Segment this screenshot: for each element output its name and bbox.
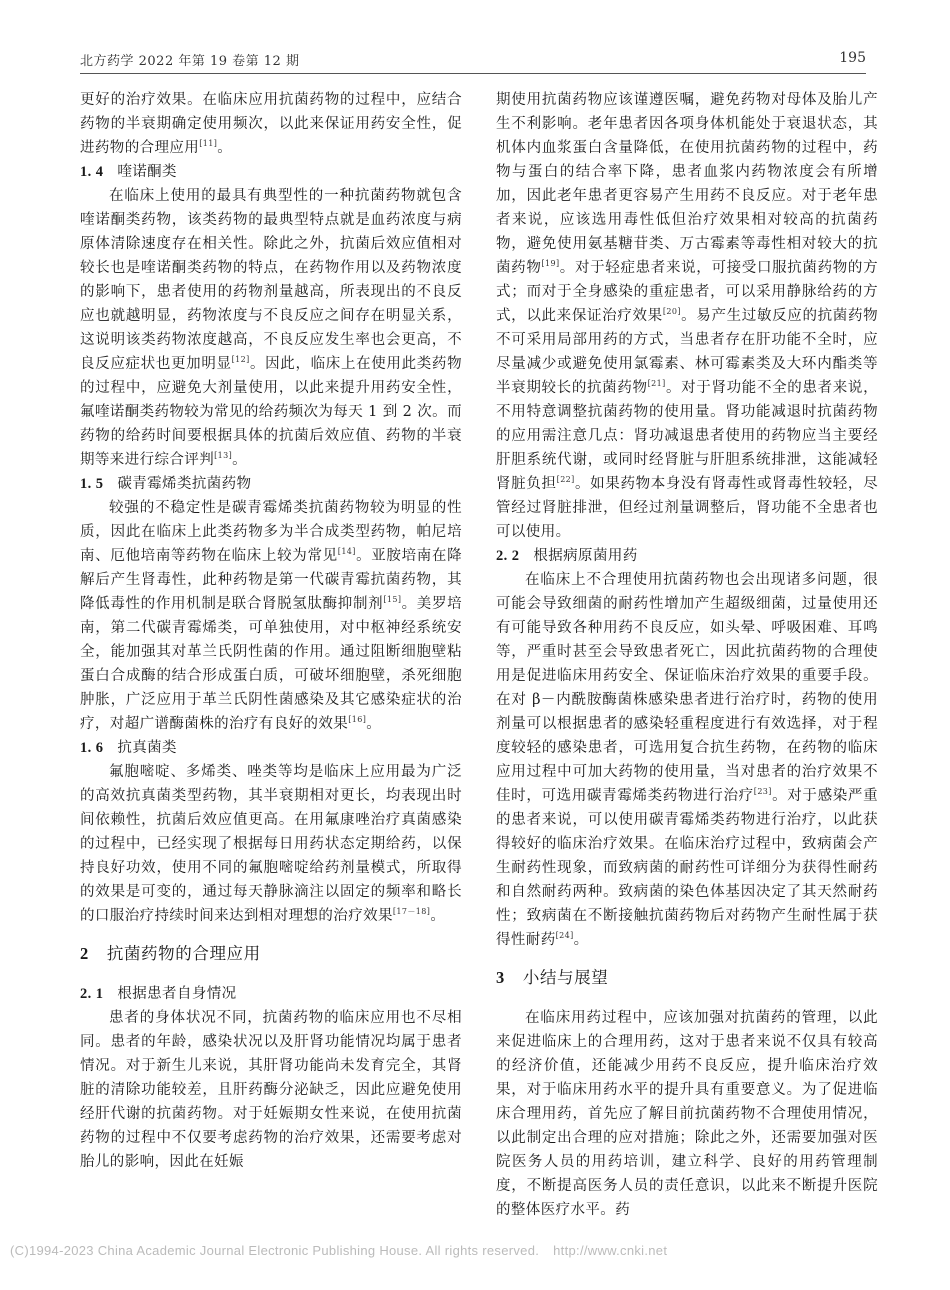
section-heading-3: 3 小结与展望 [496,968,609,987]
page-header [80,0,866,80]
copyright-text: (C)1994-2023 China Academic Journal Electronic Publishing House. All rights reserved. [10,1243,540,1258]
citation[interactable]: [15] [383,595,402,604]
paragraph: 期使用抗菌药物应该谨遵医嘱，避免药物对母体及胎儿产生不利影响。老年患者因各项身体机能处于衰退状态，其机体内血浆蛋白含量降低，在使用抗菌药物的过程中，药物与蛋白的结合率下降，患者血浆内药物浓度会有所增加，因此老年患者更容易产生用药不良反应。对于老年患者来说，应该选用毒性低但治疗效果相对较高的抗菌药物，避免使用氨基糖苷类、万古霉素等毒性相对较大的抗菌药物[19]。对于轻症患者来说，可接受口服抗菌药物的方式；而对于全身感染的重症患者，可以采用静脉给药的方式，以此来保证治疗效果[20]。易产生过敏反应的抗菌药物不可采用局部用药的方式，当患者存在肝功能不全时，应尽量减少或避免使用氯霉素、林可霉素类及大环内酯类等半衰期较长的抗菌药物[21]。对于肾功能不全的患者来说，不用特意调整抗菌药物的使用量。肾功能减退时抗菌药物的应用需注意几点：肾功减退患者使用的药物应当主要经肝胆系统代谢，或同时经肾脏与肝胆系统排泄，这能减轻肾脏负担[22]。如果药物本身没有肾毒性或肾毒性较轻，尽管经过肾脏排泄，但经过剂量调整后，肾功能不全患者也可以使用。 [496,92,879,540]
paragraph: 在临床上不合理使用抗菌药物也会出现诸多问题，很可能会导致细菌的耐药性增加产生超级细菌，过量使用还有可能导致各种用药不良反应，如头晕、呼吸困难、耳鸣等，严重时甚至会导致患者死亡，因此抗菌药物的合理使用是促进临床用药安全、保证临床治疗效果的重要手段。在对 β－内酰胺酶菌株感染患者进行治疗时，药物的使用剂量可以根据患者的感染轻重程度进行有效选择，对于程度较轻的感染患者，可选用复合抗生药物，在药物的临床应用过程中可加大药物的使用量，当对患者的治疗效果不佳时，可选用碳青霉烯类药物进行治疗[23]。对于感染严重的患者来说，可以使用碳青霉烯类药物进行治疗，以此获得较好的临床治疗效果。在临床治疗过程中，致病菌会产生耐药性现象，而致病菌的耐药性可详细分为获得性耐药和自然耐药两种。致病菌的染色体基因决定了其天然耐药性；致病菌在不断接触抗菌药物后对药物产生耐性属于获得性耐药[24]。 [496,572,878,948]
citation[interactable]: [20] [662,307,681,316]
citation[interactable]: [13] [214,451,233,460]
citation[interactable]: [16] [348,715,367,724]
citation[interactable]: [14] [337,547,356,556]
right-column [496,88,878,1222]
section-heading-1-4: 1. 4 喹诺酮类 [80,164,177,180]
paragraph: 在临床上使用的最具有典型性的一种抗菌药物就包含喹诺酮类药物，该类药物的最典型特点就是血药浓度与病原体清除速度存在相关性。除此之外，抗菌后效应值相对较长也是喹诺酮类药物的特点，在药物作用以及药物浓度的影响下，患者使用的药物剂量越高，所表现出的不良反应也就越明显，药物浓度与不良反应之间存在明显关系，这说明该类药物浓度越高，不良反应发生率也会更高，不良反应症状也更加明显[12]。因此，临床上在使用此类药物的过程中，应避免大剂量使用，以此来提升用药安全性，氟喹诺酮类药物较为常见的给药频次为每天 1 到 2 次。而药物的给药时间要根据具体的抗菌后效应值、药物的半衰期等来进行综合评判[13]。 [80,188,462,468]
paragraph: 在临床用药过程中，应该加强对抗菌药的管理，以此来促进临床上的合理用药，这对于患者来说不仅具有较高的经济价值，还能减少用药不良反应，提升临床治疗效果，对于临床用药水平的提升具有重要意义。为了促进临床合理用药，首先应了解目前抗菌药物不合理使用情况，以此制定出合理的应对措施；除此之外，还需要加强对医院医务人员的用药培训，建立科学、良好的用药管理制度，不断提高医务人员的责任意识，以此来不断提升医院的整体医疗水平。药 [496,1010,878,1218]
citation[interactable]: [19] [541,259,560,268]
citation[interactable]: [12] [231,355,250,364]
section-heading-2: 2 抗菌药物的合理应用 [80,944,261,963]
section-heading-2-2: 2. 2 根据病原菌用药 [496,548,638,564]
citation[interactable]: [11] [199,139,218,148]
paragraph: 更好的治疗效果。在临床应用抗菌药物的过程中，应结合药物的半衰期确定使用频次，以此来保证用药安全性，促进药物的合理应用[11]。 [80,92,462,156]
citation[interactable]: [23] [753,787,772,796]
section-heading-1-5: 1. 5 碳青霉烯类抗菌药物 [80,476,252,492]
section-heading-2-1: 2. 1 根据患者自身情况 [80,986,237,1002]
paragraph: 较强的不稳定性是碳青霉烯类抗菌药物较为明显的性质，因此在临床上此类药物多为半合成类型药物，帕尼培南、厄他培南等药物在临床上较为常见[14]。亚胺培南在降解后产生肾毒性，此种药物是第一代碳青霉抗菌药物，其降低毒性的作用机制是联合肾脱氢肽酶抑制剂[15]。美罗培南，第二代碳青霉烯类，可单独使用，对中枢神经系统安全，能加强其对革兰氏阴性菌的作用。通过阻断细胞壁粘蛋白合成酶的结合形成蛋白质，可破坏细胞壁，杀死细胞肿胀，广泛应用于革兰氏阴性菌感染及其它感染症状的治疗，对超广谱酶菌株的治疗有良好的效果[16]。 [80,500,463,732]
paragraph: 患者的身体状况不同，抗菌药物的临床应用也不尽相同。患者的年龄，感染状况以及肝肾功能情况均属于患者情况。对于新生儿来说，其肝肾功能尚未发育完全，其肾脏的清除功能较差，且肝药酶分泌缺乏，因此应避免使用经肝代谢的抗菌药物。对于妊娠期女性来说，在使用抗菌药物的过程中不仅要考虑药物的治疗效果，还需要考虑对胎儿的影响，因此在妊娠 [80,1010,462,1170]
section-heading-1-6: 1. 6 抗真菌类 [80,740,177,756]
paragraph: 氟胞嘧啶、多烯类、唑类等均是临床上应用最为广泛的高效抗真菌类型药物，其半衰期相对更长，均表现出时间依赖性，抗菌后效应值更高。在用氟康唑治疗真菌感染的过程中，已经实现了根据每日用药状态定期给药，以保持良好功效，使用不同的氟胞嘧啶给药剂量模式，所取得的效果是可变的，通过每天静脉滴注以固定的频率和略长的口服治疗持续时间来达到相对理想的治疗效果[17－18]。 [80,764,462,924]
footer-link[interactable]: http://www.cnki.net [553,1243,668,1258]
left-column [80,88,462,1174]
citation[interactable]: [17－18] [392,907,431,916]
copyright-footer [10,1243,940,1258]
citation[interactable]: [22] [556,475,575,484]
journal-title: 北方药学 2022 年第 19 卷第 12 期 [80,54,300,69]
citation[interactable]: [24] [555,931,574,940]
page-number: 195 [839,50,866,66]
citation[interactable]: [21] [647,379,666,388]
header-rule [80,73,866,74]
